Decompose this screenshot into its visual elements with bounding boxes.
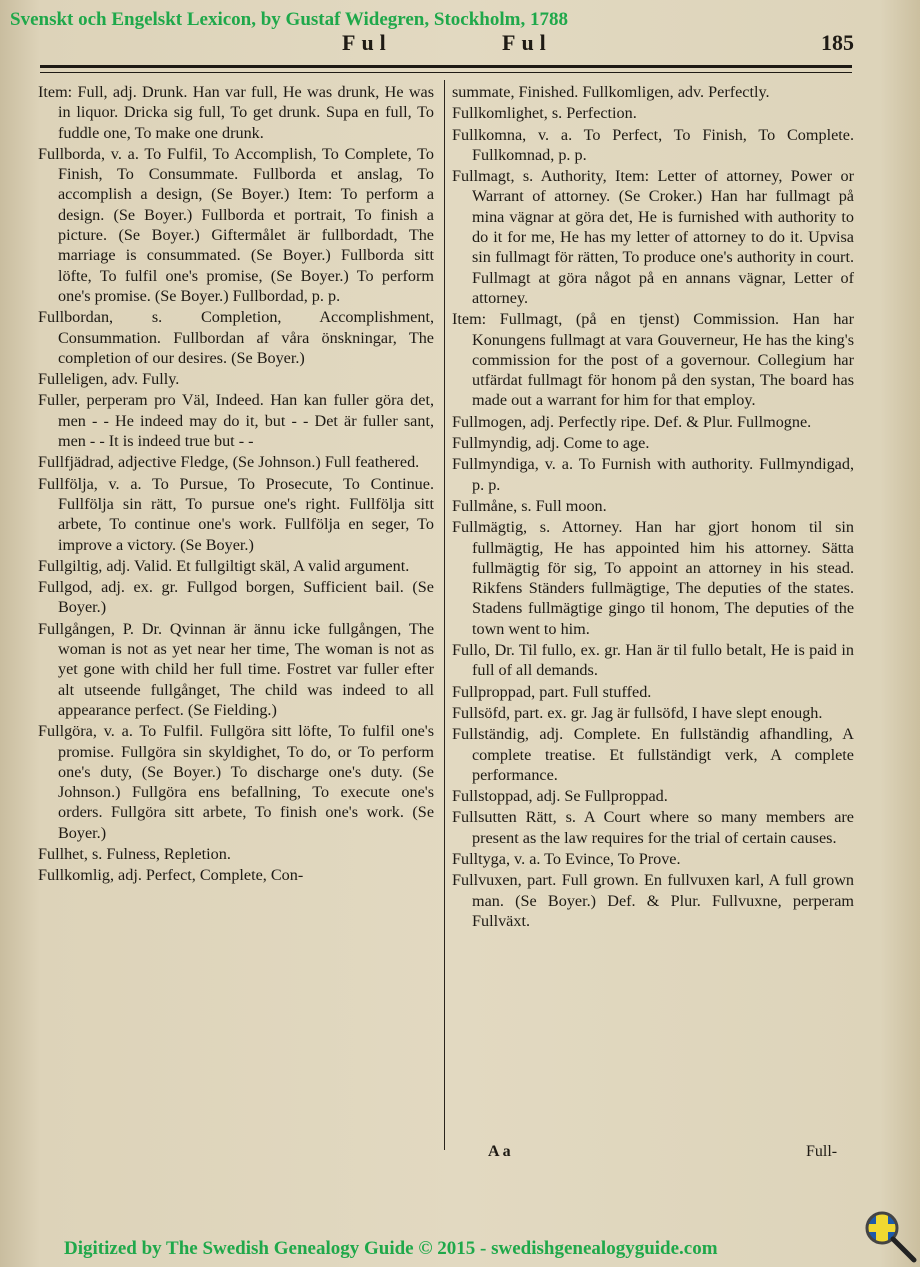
column-divider xyxy=(444,80,445,1150)
dictionary-entry: Fullgöra, v. a. To Fulfil. Fullgöra sitt löfte, To fulfil one's promise. Fullgöra sin skyldighet, To do, or To perform one's duty, (Se Boyer.) To discharge one's duty. (Se Johnson.) Fullgöra ens befallning, To execute one's orders. Fullgöra sitt arbete, To finish one's work. (Se Boyer.) xyxy=(38,722,434,842)
dictionary-entry: Fulltyga, v. a. To Evince, To Prove. xyxy=(452,849,681,868)
dictionary-entry: Fullmogen, adj. Perfectly ripe. Def. & Plur. Fullmogne. xyxy=(452,412,812,431)
running-head-right: Ful xyxy=(502,30,552,55)
signature-mark: A a xyxy=(488,1143,511,1160)
dictionary-entry: Fullkomna, v. a. To Perfect, To Finish, To Complete. Fullkomnad, p. p. xyxy=(452,125,854,164)
dictionary-entry: Fullmägtig, s. Attorney. Han har gjort honom til sin fullmägtig, He has appointed him his attorney. Sätta fullmägtig för sig, To appoint an attorney in his stead. Rikfens Ständers fullmägtige, The deputies of the states. Stadens fullmägtige gingo til honom, The deputies of the town went to him. xyxy=(452,518,854,638)
dictionary-entry: Fullmagt, s. Authority, Item: Letter of attorney, Power or Warrant of attorney. (Se Croker.) Han har fullmagt på mina vägnar at göra det, He is furnished with authority to do it for me, He has my letter of attorney to do it. Upvisa sin fullmagt för rätten, To produce one's authority in court. Fullmagt at göra något på en annans vägnar, Letter of attorney. xyxy=(452,167,854,307)
left-column xyxy=(38,82,434,886)
dictionary-entry: Fullvuxen, part. Full grown. En fullvuxen karl, A full grown man. (Se Boyer.) Def. & Plur. Fullvuxne, perperam Fullväxt. xyxy=(452,871,854,930)
dictionary-entry: Fullsöfd, part. ex. gr. Jag är fullsöfd, I have slept enough. xyxy=(452,703,823,722)
digitization-credit: Digitized by The Swedish Genealogy Guide © 2015 - swedishgenealogyguide.com xyxy=(64,1238,718,1259)
dictionary-entry: Fullgången, P. Dr. Qvinnan är ännu icke fullgången, The woman is not as yet near her time, The woman is not as yet gone with child her full time. Fostret var fuller efter alt utseende fullgånget, The child was indeed to all appearance perfect. (Se Fielding.) xyxy=(38,619,434,719)
page-number: 185 xyxy=(821,30,854,55)
dictionary-entry: Fullständig, adj. Complete. En fullständig afhandling, A complete treatise. Et fullständigt verk, A complete performance. xyxy=(452,725,854,784)
dictionary-entry: Item: Full, adj. Drunk. Han var full, He was drunk, He was in liquor. Dricka sig full, To get drunk. Supa en full, To fuddle one, To make one drunk. xyxy=(38,83,434,142)
dictionary-entry: Fullfjädrad, adjective Fledge, (Se Johnson.) Full feathered. xyxy=(38,453,420,472)
overlay-title: Svenskt och Engelskt Lexicon, by Gustaf Widegren, Stockholm, 1788 xyxy=(10,9,568,30)
dictionary-entry: Fullproppad, part. Full stuffed. xyxy=(452,682,652,701)
dictionary-entry: Fullgiltig, adj. Valid. Et fullgiltigt skäl, A valid argument. xyxy=(38,556,410,575)
swedish-flag-magnifier-icon xyxy=(864,1210,918,1264)
header-rule-thin xyxy=(40,72,852,73)
dictionary-entry: Fullgod, adj. ex. gr. Fullgod borgen, Sufficient bail. (Se Boyer.) xyxy=(38,578,434,617)
dictionary-entry: summate, Finished. Fullkomligen, adv. Perfectly. xyxy=(452,83,770,101)
dictionary-entry: Fullmyndig, adj. Come to age. xyxy=(452,434,650,453)
dictionary-entry: Fullborda, v. a. To Fulfil, To Accomplish, To Complete, To Finish, To Consummate. Fullborda et anslag, To accomplish a design, (Se Boyer.) Item: To perform a design. (Se Boyer.) Fullborda et portrait, To finish a picture. (Se Boyer.) Giftermålet är fullbordadt, The marriage is consummated. (Se Boyer.) Fullborda sitt löfte, To fulfil one's promise, (Se Boyer.) To perform one's promise. (Se Boyer.) Fullbordad, p. p. xyxy=(38,144,434,305)
dictionary-entry: Fuller, perperam pro Väl, Indeed. Han kan fuller göra det, men - - He indeed may do it, but - - Det är fuller sant, men - - It is indeed true but - - xyxy=(38,391,434,451)
dictionary-entry: Fullmåne, s. Full moon. xyxy=(452,496,607,515)
dictionary-entry: Fulleligen, adv. Fully. xyxy=(38,370,180,389)
running-head-left: Ful xyxy=(342,30,392,55)
dictionary-entry: Fullstoppad, adj. Se Fullproppad. xyxy=(452,787,668,806)
dictionary-entry: Fullkomlighet, s. Perfection. xyxy=(452,104,637,123)
dictionary-entry: Fullo, Dr. Til fullo, ex. gr. Han är til fullo betalt, He is paid in full of all demands. xyxy=(452,641,854,680)
dictionary-entry: Fullkomlig, adj. Perfect, Complete, Con- xyxy=(38,866,304,885)
right-column xyxy=(452,82,854,931)
dictionary-entry: Fullsutten Rätt, s. A Court where so many members are present as the law requires for the trial of certain causes. xyxy=(452,808,854,847)
catchword: Full- xyxy=(806,1143,838,1160)
dictionary-entry: Fullbordan, s. Completion, Accomplishment, Consummation. Fullbordan af våra önskningar, The completion of our desires. (Se Boyer.) xyxy=(38,308,434,367)
dictionary-entry: Fullhet, s. Fulness, Repletion. xyxy=(38,844,231,863)
dictionary-entry: Item: Fullmagt, (på en tjenst) Commission. Han har Konungens fullmagt at vara Gouverneur, He has the king's commission for the post of a governour. Collegium har utfärdat fullmagt för honom på den systan, The board has made out a warrant for him for that employ. xyxy=(452,310,854,410)
header-rule-thick xyxy=(40,65,852,68)
dictionary-entry: Fullmyndiga, v. a. To Furnish with authority. Fullmyndigad, p. p. xyxy=(452,455,854,494)
dictionary-entry: Fullfölja, v. a. To Pursue, To Prosecute, To Continue. Fullfölja sin rätt, To pursue one's right. Fullfölja sitt arbete, To continue one's work. Fullfölja en seger, To improve a victory. (Se Boyer.) xyxy=(38,474,434,554)
